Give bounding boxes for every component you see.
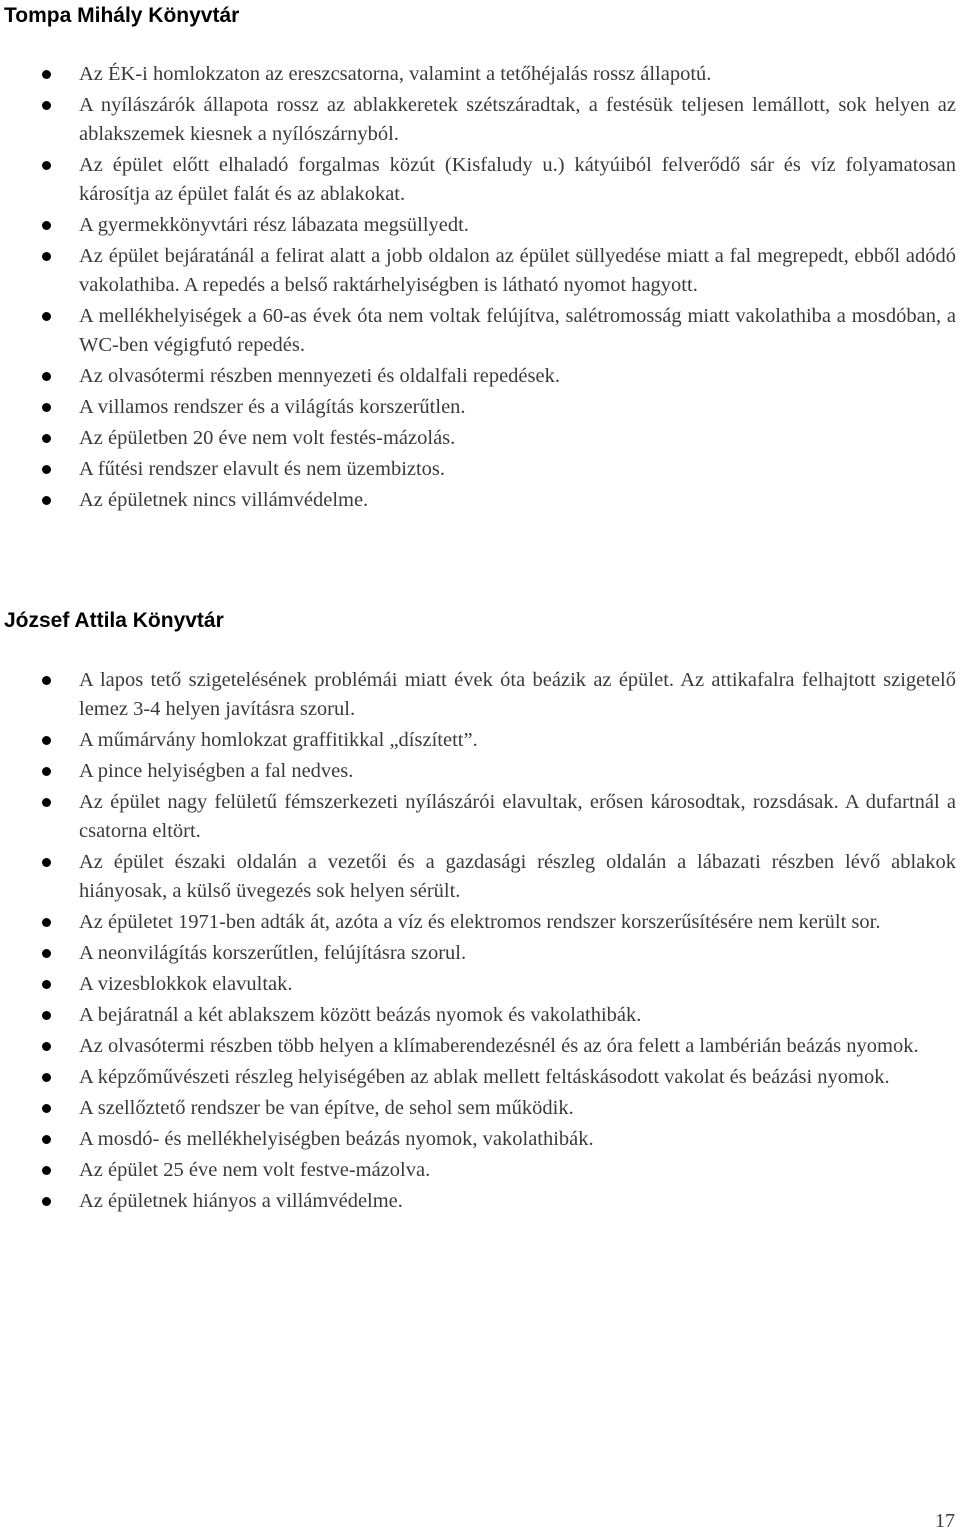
bullet-icon	[42, 1166, 51, 1175]
list-item	[0, 908, 956, 937]
list-item	[0, 1125, 956, 1154]
list-item-text: A villamos rendszer és a világítás korszerűtlen.	[79, 396, 466, 418]
list-item	[0, 486, 956, 515]
list-item	[0, 757, 956, 786]
list-item	[0, 939, 956, 968]
bullet-icon	[42, 918, 51, 927]
bullet-icon	[42, 1042, 51, 1051]
list-item	[0, 455, 956, 484]
list-item	[0, 302, 956, 360]
list-item	[0, 151, 956, 209]
bullet-icon	[42, 101, 51, 110]
list-item	[0, 1032, 956, 1061]
bullet-icon	[42, 465, 51, 474]
bullet-icon	[42, 1197, 51, 1206]
bullet-icon	[42, 1135, 51, 1144]
list-item-text: Az ÉK-i homlokzaton az ereszcsatorna, valamint a tetőhéjalás rossz állapotú.	[79, 63, 712, 85]
list-item-text: A lapos tető szigetelésének problémái miatt évek óta beázik az épület. Az attikafalra felhajtott szigetelő lemez 3-4 helyen javításra szorul.	[79, 669, 956, 720]
list-item-text: A neonvilágítás korszerűtlen, felújításra szorul.	[79, 942, 467, 964]
bullet-icon	[42, 980, 51, 989]
bullet-icon	[42, 403, 51, 412]
list-item-text: Az épület bejáratánál a felirat alatt a jobb oldalon az épület süllyedése miatt a fal megrepedt, ebből adódó vakolathiba. A repedés a belső raktárhelyiségben is látható nyomot hagyott.	[79, 245, 956, 296]
list-item	[0, 666, 956, 724]
bullet-icon	[42, 372, 51, 381]
list-item-text: Az épületet 1971-ben adták át, azóta a víz és elektromos rendszer korszerűsítésére nem került sor.	[79, 911, 881, 933]
bullet-icon	[42, 221, 51, 230]
list-item	[0, 1156, 956, 1185]
list-item-text: A gyermekkönyvtári rész lábazata megsüllyedt.	[79, 214, 469, 236]
list-item	[0, 1063, 956, 1092]
list-item-text: A nyílászárók állapota rossz az ablakkeretek szétszáradtak, a festésük teljesen lemállott, sok helyen az ablakszemek kiesnek a nyílószárnyból.	[79, 94, 956, 145]
list-item	[0, 1094, 956, 1123]
list-item-text: Az épület nagy felületű fémszerkezeti nyílászárói elavultak, erősen károsodtak, rozsdásak. A dufartnál a csatorna eltört.	[79, 791, 956, 842]
list-item-text: A bejáratnál a két ablakszem között beázás nyomok és vakolathibák.	[79, 1004, 642, 1026]
list-item-text: Az olvasótermi részben több helyen a klímaberendezésnél és az óra felett a lambérián beázás nyomok.	[79, 1035, 919, 1057]
bullet-icon	[42, 736, 51, 745]
list-item-text: A pince helyiségben a fal nedves.	[79, 760, 354, 782]
list-item-text: A mosdó- és mellékhelyiségben beázás nyomok, vakolathibák.	[79, 1128, 594, 1150]
list-item-text: Az épületben 20 éve nem volt festés-mázolás.	[79, 427, 456, 449]
list-item	[0, 362, 956, 391]
list-item-text: Az épület 25 éve nem volt festve-mázolva.	[79, 1159, 431, 1181]
bullet-icon	[42, 798, 51, 807]
list-item	[0, 91, 956, 149]
list-item-text: A mellékhelyiségek a 60-as évek óta nem voltak felújítva, salétromosság miatt vakolathiba a mosdóban, a WC-ben végigfutó repedés.	[79, 305, 956, 356]
list-item-text: A szellőztető rendszer be van építve, de sehol sem működik.	[79, 1097, 574, 1119]
list-item-text: A műmárvány homlokzat graffitikkal „díszített”.	[79, 729, 478, 751]
list-item-text: A fűtési rendszer elavult és nem üzembiztos.	[79, 458, 446, 480]
list-item	[0, 848, 956, 906]
list-item	[0, 1001, 956, 1030]
bullet-icon	[42, 1011, 51, 1020]
list-item	[0, 788, 956, 846]
list-item	[0, 424, 956, 453]
section-list-jozsef-attila	[0, 666, 956, 1218]
bullet-icon	[42, 161, 51, 170]
bullet-icon	[42, 496, 51, 505]
page-number: 17	[935, 1510, 955, 1532]
list-item-text: Az épületnek hiányos a villámvédelme.	[79, 1190, 403, 1212]
list-item-text: Az épület előtt elhaladó forgalmas közút (Kisfaludy u.) kátyúiból felverődő sár és víz folyamatosan károsítja az épület falát és az ablakokat.	[79, 154, 956, 205]
bullet-icon	[42, 434, 51, 443]
list-item	[0, 393, 956, 422]
list-item	[0, 1187, 956, 1216]
bullet-icon	[42, 252, 51, 261]
list-item	[0, 726, 956, 755]
bullet-icon	[42, 1073, 51, 1082]
list-item	[0, 242, 956, 300]
bullet-icon	[42, 676, 51, 685]
bullet-icon	[42, 1104, 51, 1113]
section-title-jozsef-attila: József Attila Könyvtár	[4, 609, 224, 632]
list-item	[0, 211, 956, 240]
bullet-icon	[42, 312, 51, 321]
list-item	[0, 970, 956, 999]
list-item-text: Az épület északi oldalán a vezetői és a gazdasági részleg oldalán a lábazati részben lévő ablakok hiányosak, a külső üvegezés sok helyen sérült.	[79, 851, 956, 902]
section-title-tompa-mihaly: Tompa Mihály Könyvtár	[4, 4, 240, 27]
bullet-icon	[42, 949, 51, 958]
bullet-icon	[42, 858, 51, 867]
list-item-text: A képzőművészeti részleg helyiségében az ablak mellett feltáskásodott vakolat és beázási nyomok.	[79, 1066, 890, 1088]
section-list-tompa-mihaly	[0, 60, 956, 517]
bullet-icon	[42, 70, 51, 79]
list-item-text: A vizesblokkok elavultak.	[79, 973, 293, 995]
list-item-text: Az olvasótermi részben mennyezeti és oldalfali repedések.	[79, 365, 560, 387]
list-item	[0, 60, 956, 89]
bullet-icon	[42, 767, 51, 776]
list-item-text: Az épületnek nincs villámvédelme.	[79, 489, 369, 511]
